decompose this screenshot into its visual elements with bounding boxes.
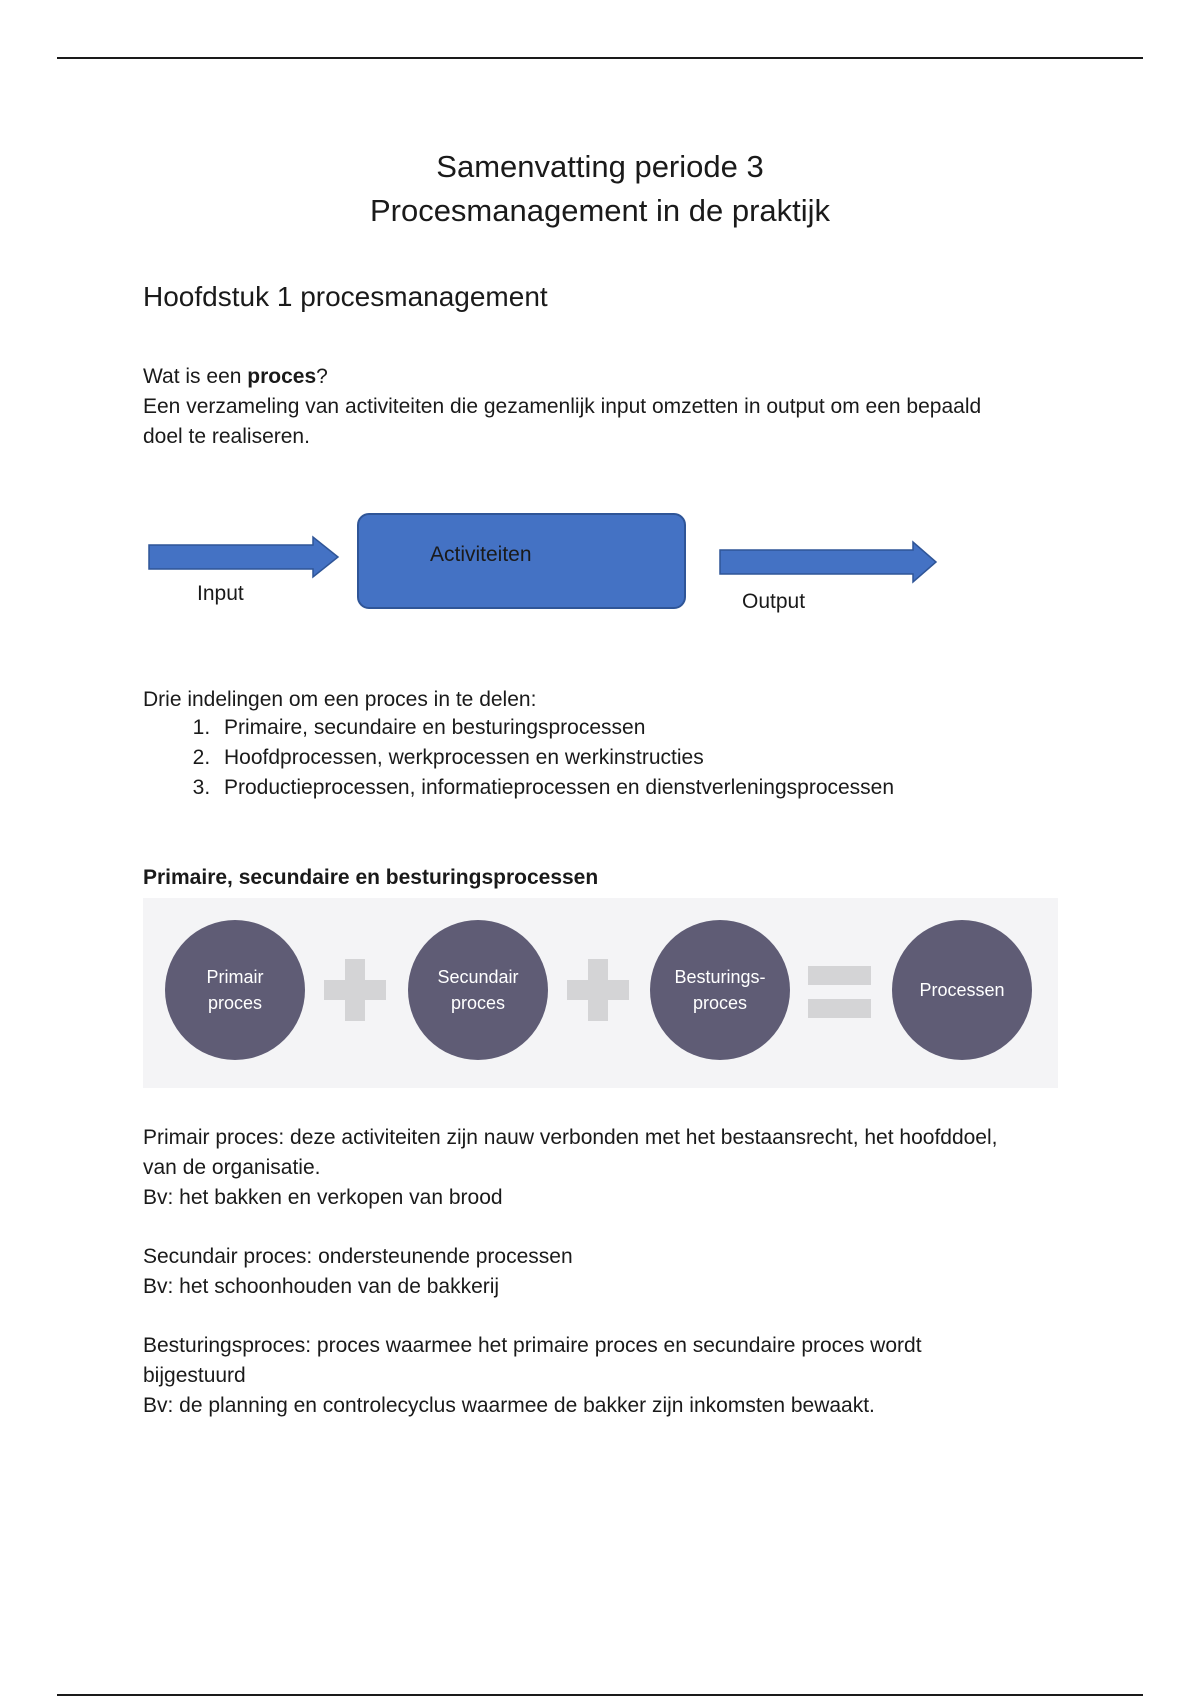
equals-icon	[808, 966, 871, 1018]
output-label: Output	[742, 590, 806, 613]
primair-description	[143, 1123, 1083, 1213]
input-arrow	[149, 537, 338, 577]
processen-circle	[892, 920, 1032, 1060]
secundair-proces-circle	[408, 920, 548, 1060]
besturing-description	[143, 1331, 1083, 1421]
question-line	[143, 362, 1083, 392]
circle-label: proces	[207, 993, 263, 1013]
besturing-line-1: Besturingsproces: proces waarmee het primaire proces en secundaire proces wordt	[143, 1334, 922, 1357]
footer-rule	[57, 1694, 1143, 1696]
chapter-heading: Hoofdstuk 1 procesmanagement	[143, 281, 548, 312]
secundair-line-1: Secundair proces: ondersteunende processen	[143, 1245, 573, 1268]
document-title: Samenvatting periode 3	[436, 149, 764, 184]
input-label: Input	[197, 582, 244, 605]
question-suffix: ?	[316, 365, 328, 388]
primair-proces-circle	[165, 920, 305, 1060]
question-bold-term: proces	[247, 365, 317, 388]
plus-icon	[324, 959, 386, 1021]
process-diagram	[143, 505, 943, 625]
list-item: 1. Primaire, secundaire en besturingsprocessen	[216, 713, 894, 743]
secundair-description	[143, 1242, 1083, 1302]
secundair-example: Bv: het schoonhouden van de bakkerij	[143, 1275, 500, 1298]
section-heading: Primaire, secundaire en besturingsprocessen	[143, 866, 599, 889]
circle-label: Processen	[919, 980, 1005, 1000]
definition-line-1: Een verzameling van activiteiten die gezamenlijk input omzetten in output om een bepaald	[143, 395, 982, 418]
document-subtitle: Procesmanagement in de praktijk	[369, 193, 831, 228]
besturing-line-2: bijgestuurd	[143, 1364, 246, 1387]
indelingen-intro: Drie indelingen om een proces in te delen:	[143, 688, 537, 711]
process-types-diagram	[143, 898, 1058, 1088]
activity-label: Activiteiten	[430, 543, 532, 566]
primair-line-1: Primair proces: deze activiteiten zijn nauw verbonden met het bestaansrecht, het hoofddoel,	[143, 1126, 998, 1149]
question-block	[143, 362, 1083, 452]
circle-label: proces	[450, 993, 506, 1013]
circle-label: Primair	[206, 967, 264, 987]
question-prefix: Wat is een	[143, 365, 248, 388]
list-item: 3. Productieprocessen, informatieprocessen en dienstverleningsprocessen	[216, 773, 894, 803]
besturingsproces-circle	[650, 920, 790, 1060]
output-arrow	[720, 542, 936, 582]
header-rule	[57, 57, 1143, 59]
indelingen-list	[143, 713, 894, 803]
list-item: 2. Hoofdprocessen, werkprocessen en werkinstructies	[216, 743, 894, 773]
circle-label: Secundair	[437, 967, 519, 987]
plus-icon	[567, 959, 629, 1021]
circle-label: proces	[692, 993, 747, 1013]
besturing-example: Bv: de planning en controlecyclus waarmee de bakker zijn inkomsten bewaakt.	[143, 1394, 875, 1417]
primair-line-2: van de organisatie.	[143, 1156, 321, 1179]
circle-label: Besturings-	[674, 967, 766, 987]
definition-line-2: doel te realiseren.	[143, 425, 310, 448]
primair-example: Bv: het bakken en verkopen van brood	[143, 1186, 503, 1209]
